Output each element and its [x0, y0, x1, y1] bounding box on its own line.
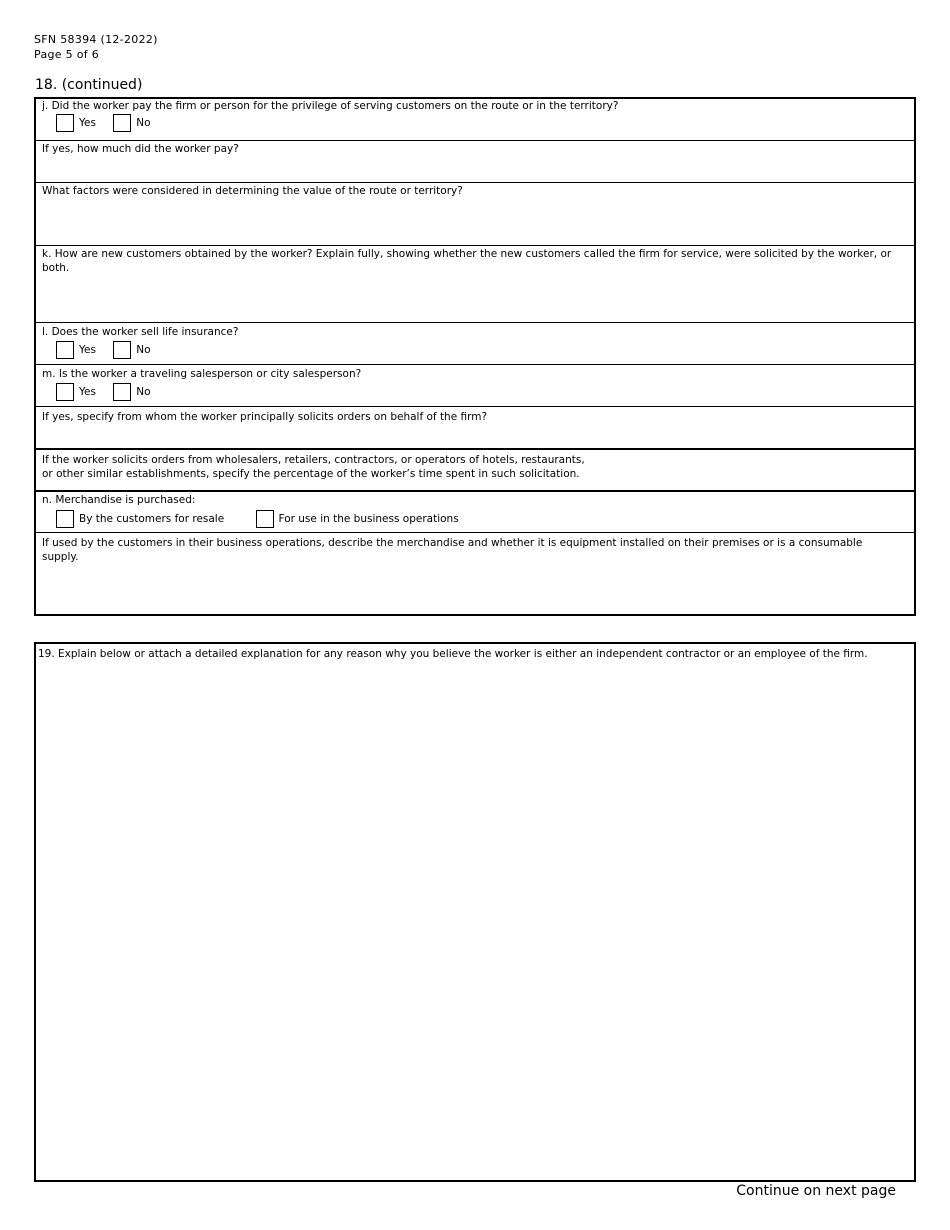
question-n-row: [36, 490, 914, 532]
j-no-label: No: [136, 117, 151, 129]
m-whom-field[interactable]: [36, 406, 914, 448]
question-m-text: m. Is the worker a traveling salesperson or city salesperson?: [42, 368, 362, 380]
l-yes-label: Yes: [79, 344, 96, 356]
l-no-checkbox[interactable]: [113, 341, 131, 359]
question-j-text: j. Did the worker pay the firm or person for the privilege of serving customers on the route or in the territory?: [42, 100, 619, 112]
n-resale-checkbox[interactable]: [56, 510, 74, 528]
n-resale-label: By the customers for resale: [79, 513, 225, 525]
m-whom-label: If yes, specify from whom the worker principally solicits orders on behalf of the firm?: [42, 411, 488, 423]
page-number: Page 5 of 6: [34, 48, 100, 61]
section-18-title: 18. (continued): [35, 77, 143, 93]
n-business-checkbox[interactable]: [256, 510, 274, 528]
l-yes-checkbox[interactable]: [56, 341, 74, 359]
j-amount-label: If yes, how much did the worker pay?: [42, 143, 239, 155]
question-l-options: [56, 341, 165, 361]
l-no-label: No: [136, 344, 151, 356]
m-no-label: No: [136, 386, 151, 398]
continue-note: Continue on next page: [736, 1183, 896, 1199]
j-factors-field[interactable]: [36, 182, 914, 245]
m-percentage-field[interactable]: [36, 448, 914, 490]
question-m-row: [36, 364, 914, 406]
n-business-label: For use in the business operations: [278, 513, 459, 525]
m-percentage-line2: or other similar establishments, specify the percentage of the worker’s time spent in such solicitation.: [42, 468, 580, 480]
n-describe-field[interactable]: [36, 532, 914, 616]
section-19-field[interactable]: [34, 642, 916, 1182]
question-n-options: [56, 510, 473, 530]
question-m-options: [56, 383, 165, 403]
form-number: SFN 58394 (12-2022): [34, 33, 158, 46]
m-yes-checkbox[interactable]: [56, 383, 74, 401]
section-19-question: 19. Explain below or attach a detailed explanation for any reason why you believe the worker is either an independent contractor or an employee of the firm.: [38, 648, 868, 660]
question-l-text: l. Does the worker sell life insurance?: [42, 326, 239, 338]
n-describe-label: If used by the customers in their business operations, describe the merchandise and whether it is equipment installed on their premises or is a consumable supply.: [42, 537, 863, 563]
j-no-checkbox[interactable]: [113, 114, 131, 132]
question-k-text: k. How are new customers obtained by the worker? Explain fully, showing whether the new customers called the firm for service, were solicited by the worker, or both.: [42, 248, 892, 274]
question-l-row: [36, 322, 914, 364]
section-18-box: [34, 97, 916, 616]
question-n-text: n. Merchandise is purchased:: [42, 494, 196, 506]
j-yes-checkbox[interactable]: [56, 114, 74, 132]
j-amount-field[interactable]: [36, 140, 914, 182]
j-factors-label: What factors were considered in determining the value of the route or territory?: [42, 185, 463, 197]
m-yes-label: Yes: [79, 386, 96, 398]
m-percentage-line1: If the worker solicits orders from wholesalers, retailers, contractors, or operators of hotels, restaurants,: [42, 454, 585, 466]
question-j-row: [36, 99, 914, 141]
question-k-field[interactable]: [36, 245, 914, 322]
j-yes-label: Yes: [79, 117, 96, 129]
question-j-options: [56, 114, 165, 134]
m-no-checkbox[interactable]: [113, 383, 131, 401]
